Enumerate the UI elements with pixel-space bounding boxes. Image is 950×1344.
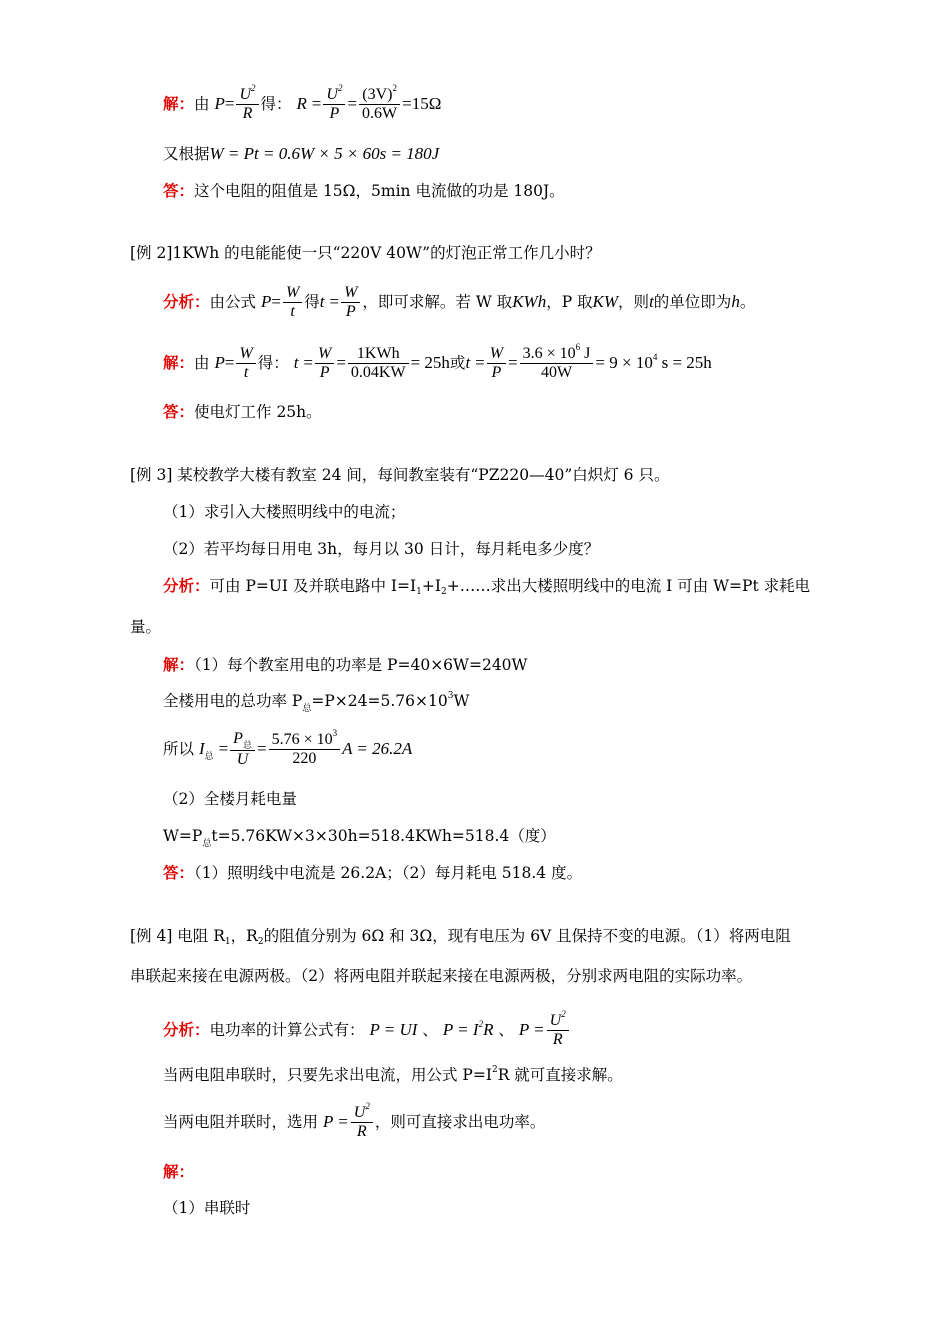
ex3-q2-heading: （2）全楼月耗电量 [163, 790, 297, 808]
ex1-solution-line: 解：由 P= $\frac{U^2}{R}$ 得： R = $\frac{U^2}{P}$ = $\frac{(3V)^2}{0.6W}$ =15Ω [163, 83, 442, 123]
ex3-question-2: （2）若平均每日用电 3h，每月以 30 日计，每月耗电多少度？ [163, 540, 600, 558]
ex3-current-calc: 所以 $I_总$ = $\frac{P_总}{U}$ = $\frac{5.76 \times 10^3}{220}$ A = 26.2A [163, 727, 413, 769]
ex3-title: [例 3] 某校教学大楼有教室 24 间，每间教室装有“PZ220—40”白炽灯 6 只。 [130, 466, 670, 484]
ex4-title-wrap: 串联起来接在电源两极。（2）将两电阻并联起来接在电源两极，分别求两电阻的实际功率。 [130, 967, 753, 985]
fraction-u2-r: $\frac{U^2}{R}$ [351, 1104, 373, 1142]
analysis-label: 分析： [163, 291, 210, 311]
math-eq: = [224, 93, 235, 113]
analysis-label: 分析： [163, 576, 210, 595]
fraction-3v-06w: $\frac{(3V)^2}{0.6W}$ [359, 86, 400, 124]
ex4-solution-label: 解： [163, 1162, 195, 1181]
ex4-series-heading: （1）串联时 [163, 1199, 251, 1217]
fraction-1kwh: $\frac{\text{1KWh}}{0.04KW}$ [348, 345, 409, 383]
ex2-answer [163, 403, 322, 422]
answer-label: 答： [163, 181, 195, 200]
math-var: P [214, 93, 225, 113]
ex1-answer [163, 182, 565, 201]
fraction-u2-r: $\frac{U^2}{R}$ [547, 1012, 569, 1050]
ex3-answer [163, 864, 582, 883]
solution-label: 解： [163, 655, 195, 674]
text: 又根据 [163, 145, 210, 163]
ex4-parallel-note: 当两电阻并联时，选用 P = $\frac{U^2}{R}$ ，则可直接求出电功率。 [163, 1101, 546, 1141]
ex2-title: [例 2]1KWh 的电能能使一只“220V 40W”的灯泡正常工作几小时？ [130, 244, 601, 262]
ex3-analysis-wrap: 量。 [130, 618, 162, 636]
fraction-w-t: $\frac{W}{t}$ [283, 284, 302, 322]
answer-text: 这个电阻的阻值是 15Ω，5min 电流做的功是 180J。 [194, 182, 565, 200]
math-var: R [296, 93, 307, 113]
ex3-question-1: （1）求引入大楼照明线中的电流； [163, 503, 406, 521]
ex3-analysis: 分析：可由 P=UI 及并联电路中 $I=I_1+I_2+\dots\dots$求出大楼照明线中的电流 I 可由 W=Pt 求耗电 [163, 576, 811, 597]
ex4-analysis: 分析：电功率的计算公式有： P = UI 、 $P = I^2R$ 、 P = $\frac{U^2}{R}$ [163, 1012, 571, 1050]
ex2-analysis: 分析：由公式 P= $\frac{W}{t}$ 得t = $\frac{W}{P}$ ，即可求解。若 W 取KWh，P 取KW，则t的单位即为h。 [163, 284, 756, 321]
analysis-label: 分析： [163, 1019, 210, 1039]
answer-label: 答： [163, 402, 195, 421]
answer-text: 使电灯工作 25h。 [194, 403, 322, 421]
ex3-solution: 解：（1）每个教室用电的功率是 P=40×6W=240W [163, 655, 528, 674]
fraction-p-u: $\frac{P_总}{U}$ [230, 730, 255, 770]
fraction-u2-r: $\frac{U^2}{R}$ [236, 86, 258, 124]
ex2-solution: 解：由 P= $\frac{W}{t}$ 得： t = $\frac{W}{P}$ = $\frac{\text{1KWh}}{0.04KW}$ = 25h或t = $\frac{W}{P}$ = $\frac{3.6 \times 10^6 J}{40W}$ = $9 \times 10^4$ s = 25h [163, 342, 712, 382]
solution-label: 解： [163, 352, 195, 372]
fraction-576e3-220: $\frac{5.76 \times 10^3}{220}$ [269, 731, 341, 769]
fraction-36e6j: $\frac{3.6 \times 10^6 J}{40W}$ [520, 345, 594, 383]
answer-label: 答： [163, 863, 195, 882]
answer-text: （1）照明线中电流是 26.2A；（2）每月耗电 518.4 度。 [194, 864, 583, 882]
text: 由 [194, 94, 210, 113]
fraction-w-p: $\frac{W}{P}$ [341, 284, 360, 322]
ex4-series-note: 当两电阻串联时，只要先求出电流，用公式 $P=I^2R$ 就可直接求解。 [163, 1065, 623, 1084]
ex3-energy-calc: $W=P_总t=5.76KW\times 3\times 30h=518.4KWh=518.4$（度） [163, 827, 556, 849]
fraction-u2-p: $\frac{U^2}{P}$ [323, 86, 345, 124]
ex4-title: [例 4] 电阻 $R_1$，$R_2$的阻值分别为 6Ω 和 3Ω，现有电压为 6V 且保持不变的电源。（1）将两电阻 [130, 927, 791, 947]
math-result: =15Ω [402, 93, 442, 113]
text: 得： [260, 94, 292, 113]
math-formula: W = Pt = 0.6W × 5 × 60s = 180J [209, 144, 440, 163]
solution-label: 解： [163, 93, 195, 113]
ex3-total-power: 全楼用电的总功率 $P_总=P\times 24=5.76\times 10^3W$ [163, 691, 470, 714]
ex1-work-line [163, 144, 439, 164]
